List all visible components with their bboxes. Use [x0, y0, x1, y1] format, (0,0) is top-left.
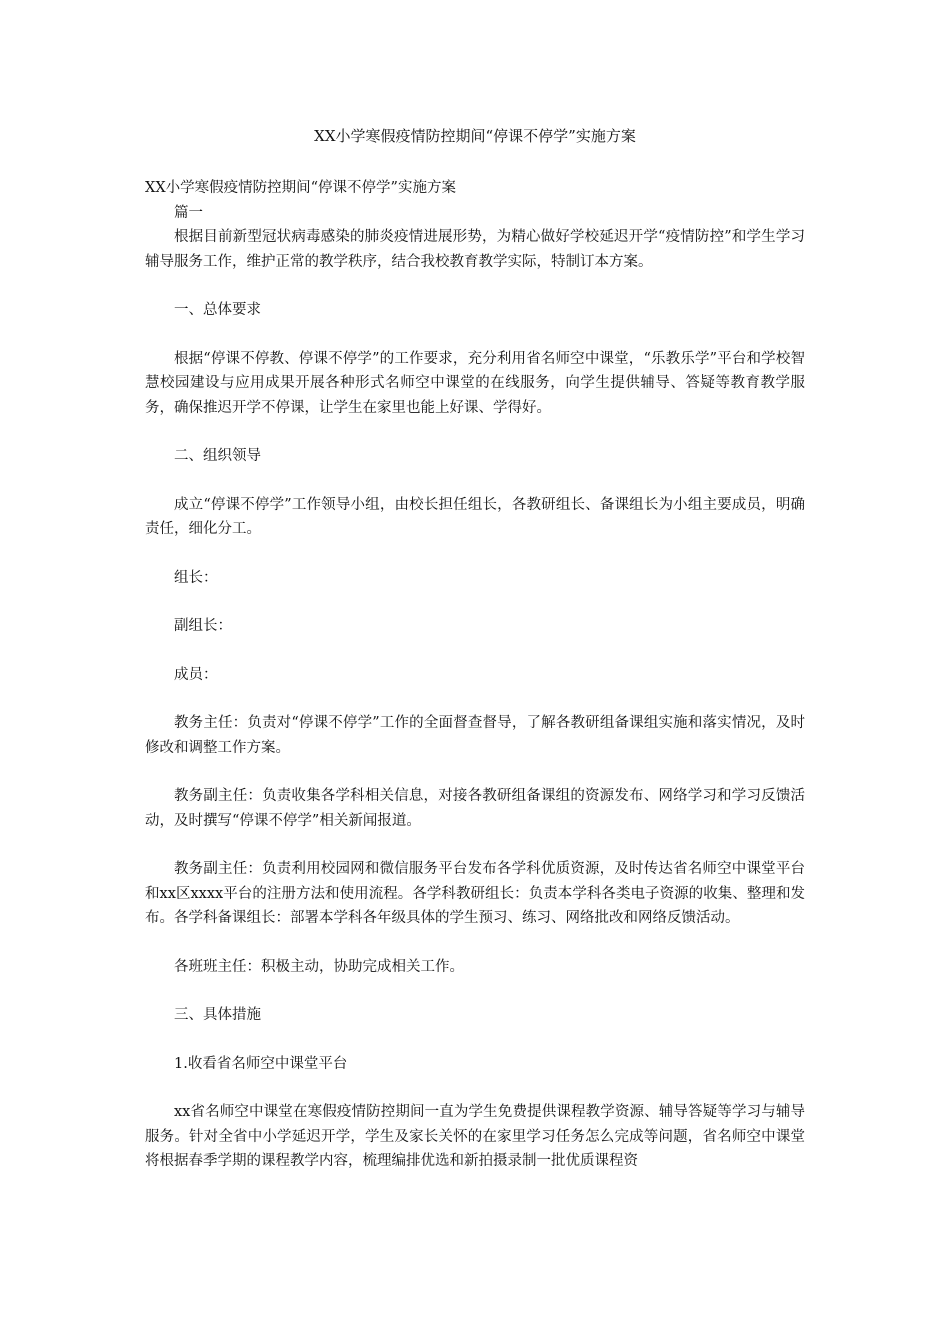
paragraph-leader: 组长：: [174, 569, 218, 586]
paragraph-academic-deputy-1: 教务副主任：负责收集各学科相关信息，对接各教研组备课组的资源发布、网络学习和学习反馈活动，及时撰写“停课不停学”相关新闻报道。: [145, 788, 805, 829]
paragraph-platform: xx省名师空中课堂在寒假疫情防控期间一直为学生免费提供课程教学资源、辅导答疑等学习与辅导服务。针对全省中小学延迟开学，学生及家长关怀的在家里学习任务怎么完成等问题，省名师空中课堂将根据春季学期的课程教学内容，梳理编排优选和新拍摄录制一批优质课程资: [145, 1104, 805, 1169]
paragraph-organization: 成立“停课不停学”工作领导小组，由校长担任组长，各教研组长、备课组长为小组主要成员，明确责任，细化分工。: [145, 496, 805, 537]
paragraph-class-teachers: 各班班主任：积极主动，协助完成相关工作。: [174, 958, 464, 975]
paragraph-academic-deputy-2: 教务副主任：负责利用校园网和微信服务平台发布各学科优质资源，及时传达省名师空中课堂平台和xx区xxxx平台的注册方法和使用流程。各学科教研组长：负责本学科各类电子资源的收集、整理和发布。各学科备课组长：部署本学科各年级具体的学生预习、练习、网络批改和网络反馈活动。: [145, 861, 805, 926]
document-title: XX小学寒假疫情防控期间“停课不停学”实施方案: [314, 127, 636, 145]
document-body: [145, 176, 805, 1174]
section-heading-organization: 二、组织领导: [174, 448, 261, 464]
part-label: 篇一: [174, 204, 203, 221]
paragraph-academic-director: 教务主任：负责对“停课不停学”工作的全面督查督导，了解各教研组备课组实施和落实情况，及时修改和调整工作方案。: [145, 715, 805, 756]
paragraph-members: 成员：: [174, 666, 218, 683]
document-subtitle: XX小学寒假疫情防控期间“停课不停学”实施方案: [145, 180, 456, 196]
paragraph-intro: 根据目前新型冠状病毒感染的肺炎疫情进展形势，为精心做好学校延迟开学“疫情防控”和学生学习辅导服务工作，维护正常的教学秩序，结合我校教育教学实际，特制订本方案。: [145, 229, 805, 270]
paragraph-deputy-leader: 副组长：: [174, 618, 232, 634]
paragraph-general-requirements: 根据“停课不停教、停课不停学”的工作要求，充分利用省名师空中课堂，“乐教乐学”平台和学校智慧校园建设与应用成果开展各种形式名师空中课堂的在线服务，向学生提供辅导、答疑等教育教学服务，确保推迟开学不停课，让学生在家里也能上好课、学得好。: [145, 350, 805, 416]
section-heading-measures: 三、具体措施: [174, 1007, 261, 1023]
subheading-watch-platform: 1.收看省名师空中课堂平台: [174, 1055, 348, 1072]
section-heading-general-requirements: 一、总体要求: [174, 302, 261, 318]
